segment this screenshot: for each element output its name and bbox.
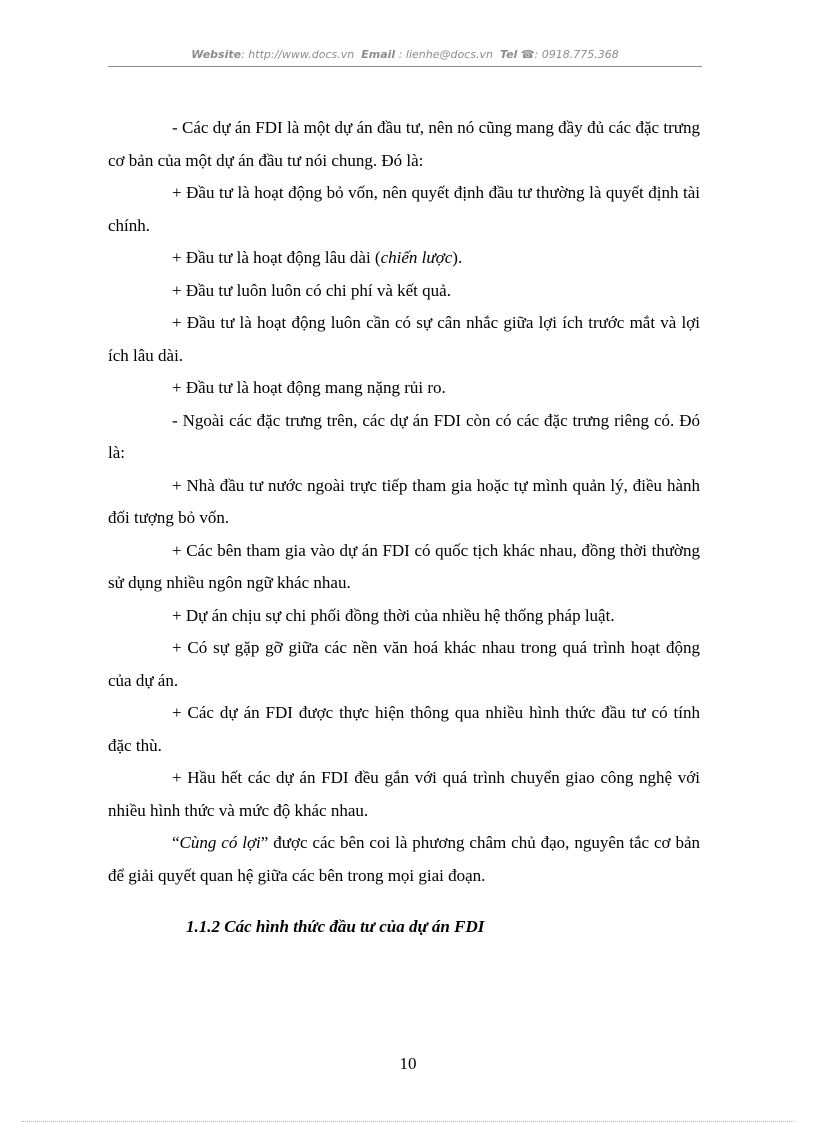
page-number: 10 bbox=[399, 1054, 417, 1073]
italic-term: chiến lược bbox=[380, 248, 453, 267]
phone-icon: ☎ bbox=[520, 48, 535, 61]
paragraph: - Ngoài các đặc trưng trên, các dự án FDI còn có các đặc trưng riêng có. Đó là: bbox=[108, 410, 700, 462]
paragraph bbox=[108, 242, 700, 275]
paragraph: + Các bên tham gia vào dự án FDI có quốc tịch khác nhau, đồng thời thường sử dụng nhiều ngôn ngữ khác nhau. bbox=[108, 540, 700, 592]
header-divider bbox=[108, 66, 702, 67]
paragraph: + Các dự án FDI được thực hiện thông qua nhiều hình thức đầu tư có tính đặc thù. bbox=[108, 703, 700, 755]
paragraph: + Đầu tư là hoạt động bỏ vốn, nên quyết định đầu tư thường là quyết định tài chính. bbox=[108, 183, 700, 235]
paragraph: + Có sự gặp gỡ giữa các nền văn hoá khác nhau trong quá trình hoạt động của dự án. bbox=[108, 638, 700, 690]
body-text bbox=[108, 112, 700, 892]
paragraph bbox=[108, 827, 700, 892]
tel-label: Tel bbox=[499, 48, 518, 61]
page-bottom-edge bbox=[22, 1121, 794, 1122]
paragraph: + Nhà đầu tư nước ngoài trực tiếp tham gia hoặc tự mình quản lý, điều hành đối tượng bỏ vốn. bbox=[108, 475, 700, 527]
text-run: + Đầu tư là hoạt động lâu dài ( bbox=[172, 248, 381, 267]
paragraph: + Dự án chịu sự chi phối đồng thời của nhiều hệ thống pháp luật. bbox=[172, 605, 615, 625]
paragraph: + Đầu tư là hoạt động luôn cần có sự cân nhắc giữa lợi ích trước mắt và lợi ích lâu dài. bbox=[108, 313, 700, 365]
paragraph: + Hầu hết các dự án FDI đều gắn với quá trình chuyển giao công nghệ với nhiều hình thức và mức độ khác nhau. bbox=[108, 768, 700, 820]
tel-value: : 0918.775.368 bbox=[534, 48, 619, 61]
text-run: ). bbox=[452, 248, 463, 267]
email-value: : lienhe@docs.vn bbox=[398, 48, 493, 61]
paragraph: + Đầu tư luôn luôn có chi phí và kết quả. bbox=[172, 280, 451, 300]
paragraph: - Các dự án FDI là một dự án đầu tư, nên nó cũng mang đầy đủ các đặc trưng cơ bản của một dự án đầu tư nói chung. Đó là: bbox=[108, 118, 700, 170]
paragraph: + Đầu tư là hoạt động mang nặng rủi ro. bbox=[172, 378, 446, 397]
section-heading: 1.1.2 Các hình thức đầu tư của dự án FDI bbox=[186, 917, 485, 936]
text-run: ” được các bên coi là phương châm chủ đạo, nguyên tắc cơ bản để giải quyết quan hệ giữa các bên trong mọi giai đoạn. bbox=[108, 833, 701, 885]
website-label: Website bbox=[191, 48, 242, 61]
text-run: “ bbox=[172, 833, 180, 852]
page-header bbox=[108, 48, 702, 64]
email-label: Email bbox=[361, 48, 396, 61]
website-value: : http://www.docs.vn bbox=[241, 48, 355, 61]
italic-term: Cùng có lợi bbox=[179, 833, 261, 852]
